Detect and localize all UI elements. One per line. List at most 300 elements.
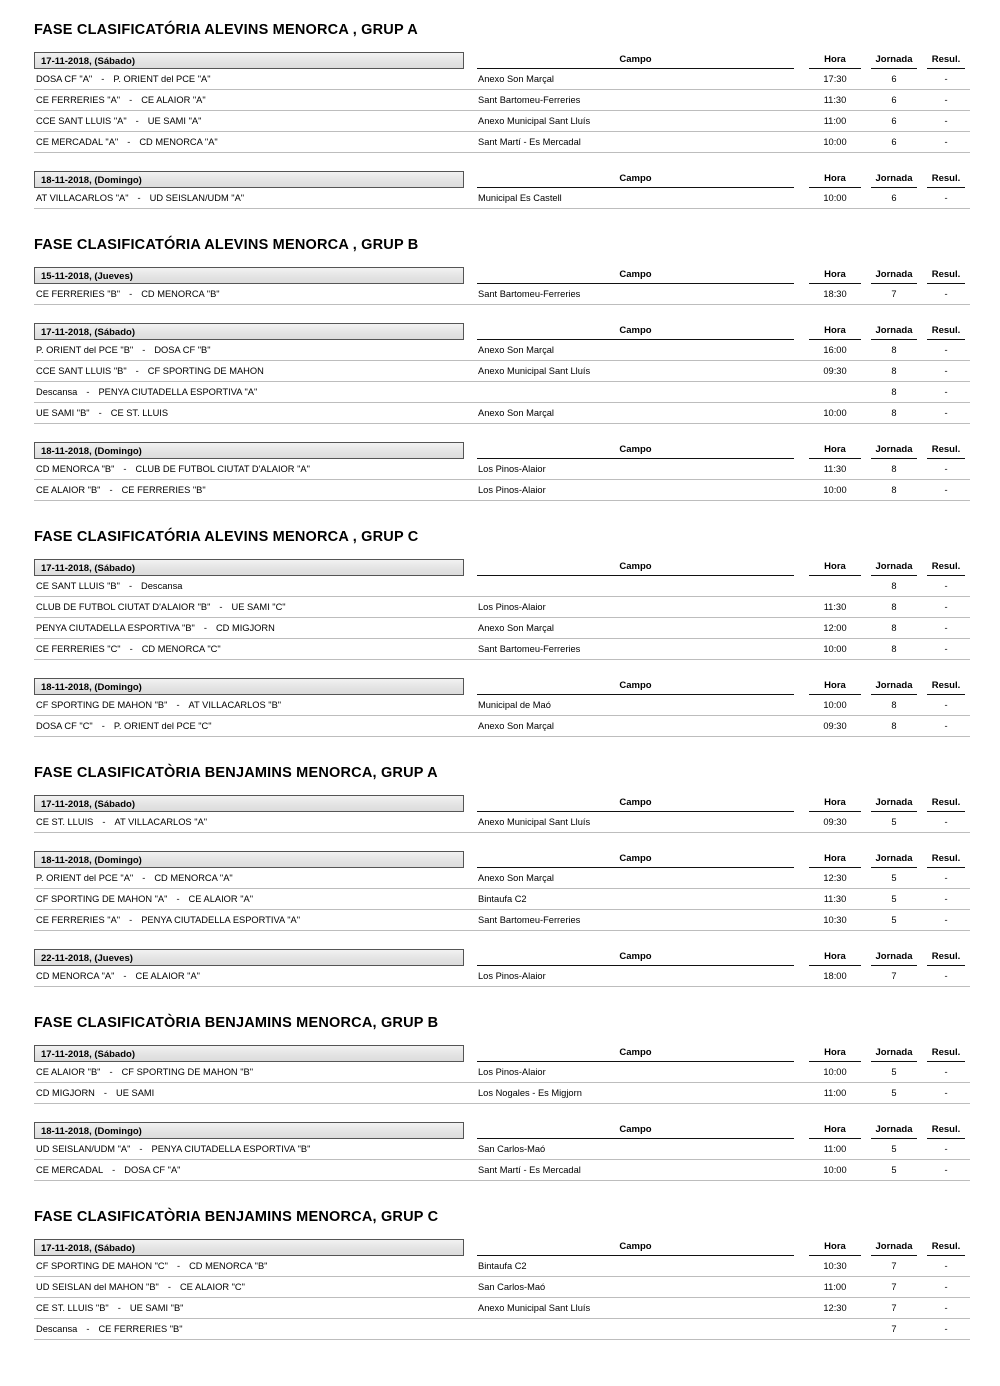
time-cell: 10:00 <box>804 480 866 501</box>
column-header-jornada: Jornada <box>871 852 917 868</box>
hora-header-cell <box>804 559 866 576</box>
column-header-resul: Resul. <box>927 560 965 576</box>
venue-cell <box>472 576 804 597</box>
table-row <box>34 188 970 209</box>
result-cell: - <box>922 1298 970 1319</box>
versus-separator: - <box>129 644 133 654</box>
time-cell: 12:30 <box>804 1298 866 1319</box>
hora-header-cell <box>804 1045 866 1062</box>
home-team: CLUB DE FUTBOL CIUTAT D'ALAIOR "B" <box>36 602 211 612</box>
fixtures-table <box>34 171 970 209</box>
result-cell: - <box>922 340 970 361</box>
away-team: UD SEISLAN/UDM "A" <box>149 193 245 203</box>
campo-header-cell <box>472 442 804 459</box>
sections-container <box>34 22 970 1340</box>
match-cell <box>34 966 472 987</box>
matchday-cell: 5 <box>866 1062 922 1083</box>
home-team: UD SEISLAN del MAHON "B" <box>36 1282 159 1292</box>
table-header-row <box>34 678 970 695</box>
table-row <box>34 1319 970 1340</box>
day-block <box>34 678 970 737</box>
column-header-jornada: Jornada <box>871 443 917 459</box>
matchday-cell: 8 <box>866 403 922 424</box>
match-cell <box>34 1256 472 1277</box>
matchday-cell: 5 <box>866 868 922 889</box>
campo-header-cell <box>472 949 804 966</box>
column-header-jornada: Jornada <box>871 1240 917 1256</box>
jornada-header-cell <box>866 52 922 69</box>
matchday-cell: 8 <box>866 597 922 618</box>
table-row <box>34 403 970 424</box>
column-header-jornada: Jornada <box>871 172 917 188</box>
match-cell <box>34 812 472 833</box>
match-cell <box>34 69 472 90</box>
home-team: AT VILLACARLOS "A" <box>36 193 129 203</box>
hora-header-cell <box>804 851 866 868</box>
matchday-cell: 8 <box>866 639 922 660</box>
versus-separator: - <box>176 1261 181 1271</box>
result-cell: - <box>922 284 970 305</box>
time-cell: 11:00 <box>804 111 866 132</box>
versus-separator: - <box>129 289 133 299</box>
matchday-cell: 7 <box>866 1319 922 1340</box>
table-row <box>34 1298 970 1319</box>
match-cell <box>34 361 472 382</box>
result-cell: - <box>922 868 970 889</box>
column-header-hora: Hora <box>809 560 861 576</box>
date-header: 17-11-2018, (Sábado) <box>34 323 464 340</box>
table-row <box>34 576 970 597</box>
jornada-header-cell <box>866 442 922 459</box>
home-team: CF SPORTING DE MAHON "C" <box>36 1261 168 1271</box>
table-row <box>34 111 970 132</box>
column-header-hora: Hora <box>809 950 861 966</box>
date-header-cell <box>34 795 472 812</box>
column-header-campo: Campo <box>477 950 794 966</box>
fixtures-table <box>34 1045 970 1104</box>
resul-header-cell <box>922 267 970 284</box>
time-cell: 17:30 <box>804 69 866 90</box>
column-header-campo: Campo <box>477 1240 794 1256</box>
day-block <box>34 559 970 660</box>
time-cell: 11:00 <box>804 1139 866 1160</box>
campo-header-cell <box>472 851 804 868</box>
away-team: PENYA CIUTADELLA ESPORTIVA "A" <box>98 387 258 397</box>
versus-separator: - <box>129 915 133 925</box>
result-cell: - <box>922 597 970 618</box>
result-cell: - <box>922 459 970 480</box>
home-team: CD MENORCA "B" <box>36 464 115 474</box>
away-team: CE ALAIOR "A" <box>188 894 254 904</box>
jornada-header-cell <box>866 795 922 812</box>
time-cell: 10:00 <box>804 132 866 153</box>
matchday-cell: 7 <box>866 1298 922 1319</box>
matchday-cell: 6 <box>866 69 922 90</box>
time-cell: 10:00 <box>804 639 866 660</box>
matchday-cell: 6 <box>866 90 922 111</box>
venue-cell: Anexo Son Marçal <box>472 69 804 90</box>
fixtures-table <box>34 52 970 153</box>
match-cell <box>34 188 472 209</box>
column-header-campo: Campo <box>477 852 794 868</box>
away-team: CLUB DE FUTBOL CIUTAT D'ALAIOR "A" <box>135 464 310 474</box>
venue-cell: Bintaufa C2 <box>472 1256 804 1277</box>
matchday-cell: 8 <box>866 716 922 737</box>
away-team: DOSA CF "B" <box>154 345 211 355</box>
result-cell: - <box>922 576 970 597</box>
table-row <box>34 966 970 987</box>
time-cell: 18:30 <box>804 284 866 305</box>
match-cell <box>34 1083 472 1104</box>
match-cell <box>34 1298 472 1319</box>
match-cell <box>34 340 472 361</box>
versus-separator: - <box>135 366 139 376</box>
jornada-header-cell <box>866 851 922 868</box>
resul-header-cell <box>922 678 970 695</box>
fixtures-table <box>34 851 970 931</box>
result-cell: - <box>922 1277 970 1298</box>
venue-cell: Anexo Son Marçal <box>472 340 804 361</box>
time-cell <box>804 576 866 597</box>
result-cell: - <box>922 480 970 501</box>
competition-section <box>34 1005 970 1181</box>
versus-separator: - <box>86 387 90 397</box>
versus-separator: - <box>219 602 223 612</box>
match-cell <box>34 576 472 597</box>
competition-section <box>34 1199 970 1340</box>
column-header-resul: Resul. <box>927 950 965 966</box>
table-header-row <box>34 267 970 284</box>
column-header-hora: Hora <box>809 1046 861 1062</box>
table-header-row <box>34 1045 970 1062</box>
day-block <box>34 795 970 833</box>
column-header-campo: Campo <box>477 679 794 695</box>
table-row <box>34 716 970 737</box>
date-header-cell <box>34 171 472 188</box>
table-header-row <box>34 1239 970 1256</box>
section-title: FASE CLASIFICATÓRIA ALEVINS MENORCA , GRUP A <box>34 22 418 38</box>
versus-separator: - <box>98 408 102 418</box>
away-team: UE SAMI "B" <box>129 1303 184 1313</box>
time-cell: 11:00 <box>804 1083 866 1104</box>
date-header: 17-11-2018, (Sábado) <box>34 559 464 576</box>
versus-separator: - <box>112 1165 116 1175</box>
date-header: 22-11-2018, (Jueves) <box>34 949 464 966</box>
column-header-resul: Resul. <box>927 172 965 188</box>
competition-section <box>34 22 970 209</box>
match-cell <box>34 889 472 910</box>
venue-cell: Sant Bartomeu-Ferreries <box>472 639 804 660</box>
matchday-cell: 8 <box>866 361 922 382</box>
campo-header-cell <box>472 559 804 576</box>
campo-header-cell <box>472 795 804 812</box>
campo-header-cell <box>472 267 804 284</box>
match-cell <box>34 1277 472 1298</box>
column-header-jornada: Jornada <box>871 1123 917 1139</box>
home-team: CCE SANT LLUIS "A" <box>36 116 127 126</box>
venue-cell: Sant Bartomeu-Ferreries <box>472 284 804 305</box>
table-row <box>34 132 970 153</box>
date-header-cell <box>34 949 472 966</box>
section-title: FASE CLASIFICATÓRIA ALEVINS MENORCA , GRUP B <box>34 237 419 253</box>
date-header: 18-11-2018, (Domingo) <box>34 1122 464 1139</box>
column-header-hora: Hora <box>809 796 861 812</box>
column-header-hora: Hora <box>809 268 861 284</box>
versus-separator: - <box>127 137 131 147</box>
column-header-campo: Campo <box>477 796 794 812</box>
match-cell <box>34 382 472 403</box>
day-block <box>34 52 970 153</box>
versus-separator: - <box>176 894 180 904</box>
matchday-cell: 5 <box>866 1139 922 1160</box>
match-cell <box>34 111 472 132</box>
venue-cell: Anexo Son Marçal <box>472 618 804 639</box>
away-team: PENYA CIUTADELLA ESPORTIVA "B" <box>151 1144 311 1154</box>
day-block <box>34 949 970 987</box>
resul-header-cell <box>922 442 970 459</box>
column-header-hora: Hora <box>809 324 861 340</box>
hora-header-cell <box>804 1122 866 1139</box>
away-team: CE ST. LLUIS <box>110 408 169 418</box>
away-team: UE SAMI "A" <box>147 116 202 126</box>
versus-separator: - <box>86 1324 90 1334</box>
home-team: CE SANT LLUIS "B" <box>36 581 120 591</box>
table-row <box>34 284 970 305</box>
day-block <box>34 323 970 424</box>
home-team: CE MERCADAL <box>36 1165 104 1175</box>
time-cell: 10:00 <box>804 1160 866 1181</box>
result-cell: - <box>922 695 970 716</box>
time-cell <box>804 1319 866 1340</box>
fixtures-table <box>34 949 970 987</box>
campo-header-cell <box>472 678 804 695</box>
table-header-row <box>34 171 970 188</box>
column-header-hora: Hora <box>809 53 861 69</box>
date-header: 15-11-2018, (Jueves) <box>34 267 464 284</box>
section-title: FASE CLASIFICATÒRIA BENJAMINS MENORCA, GRUP A <box>34 765 438 781</box>
match-cell <box>34 716 472 737</box>
table-row <box>34 1160 970 1181</box>
versus-separator: - <box>103 1088 107 1098</box>
jornada-header-cell <box>866 678 922 695</box>
time-cell: 11:30 <box>804 889 866 910</box>
column-header-hora: Hora <box>809 852 861 868</box>
venue-cell: Sant Bartomeu-Ferreries <box>472 910 804 931</box>
campo-header-cell <box>472 171 804 188</box>
venue-cell: Anexo Municipal Sant Lluís <box>472 361 804 382</box>
result-cell: - <box>922 1083 970 1104</box>
result-cell: - <box>922 1256 970 1277</box>
campo-header-cell <box>472 1045 804 1062</box>
column-header-campo: Campo <box>477 1123 794 1139</box>
column-header-hora: Hora <box>809 172 861 188</box>
match-cell <box>34 1319 472 1340</box>
column-header-hora: Hora <box>809 1123 861 1139</box>
column-header-campo: Campo <box>477 268 794 284</box>
result-cell: - <box>922 812 970 833</box>
match-cell <box>34 868 472 889</box>
date-header-cell <box>34 1122 472 1139</box>
column-header-jornada: Jornada <box>871 1046 917 1062</box>
matchday-cell: 7 <box>866 1277 922 1298</box>
result-cell: - <box>922 90 970 111</box>
matchday-cell: 5 <box>866 889 922 910</box>
column-header-resul: Resul. <box>927 1123 965 1139</box>
match-cell <box>34 695 472 716</box>
result-cell: - <box>922 1319 970 1340</box>
fixtures-table <box>34 678 970 737</box>
venue-cell: Sant Martí - Es Mercadal <box>472 1160 804 1181</box>
column-header-jornada: Jornada <box>871 950 917 966</box>
table-row <box>34 1256 970 1277</box>
versus-separator: - <box>203 623 207 633</box>
result-cell: - <box>922 716 970 737</box>
match-cell <box>34 910 472 931</box>
home-team: DOSA CF "C" <box>36 721 93 731</box>
away-team: CD MENORCA "B" <box>189 1261 268 1271</box>
column-header-hora: Hora <box>809 1240 861 1256</box>
column-header-jornada: Jornada <box>871 560 917 576</box>
table-header-row <box>34 442 970 459</box>
column-header-jornada: Jornada <box>871 324 917 340</box>
column-header-jornada: Jornada <box>871 53 917 69</box>
time-cell: 11:30 <box>804 597 866 618</box>
away-team: CE FERRERIES "B" <box>121 485 206 495</box>
date-header: 18-11-2018, (Domingo) <box>34 442 464 459</box>
campo-header-cell <box>472 323 804 340</box>
column-header-campo: Campo <box>477 443 794 459</box>
result-cell: - <box>922 618 970 639</box>
venue-cell: Municipal Es Castell <box>472 188 804 209</box>
date-header: 17-11-2018, (Sábado) <box>34 1239 464 1256</box>
column-header-hora: Hora <box>809 679 861 695</box>
home-team: CE FERRERIES "A" <box>36 915 121 925</box>
venue-cell: Anexo Son Marçal <box>472 403 804 424</box>
matchday-cell: 6 <box>866 132 922 153</box>
result-cell: - <box>922 132 970 153</box>
table-row <box>34 459 970 480</box>
date-header-cell <box>34 267 472 284</box>
resul-header-cell <box>922 851 970 868</box>
day-block <box>34 1122 970 1181</box>
away-team: CD MENORCA "A" <box>154 873 233 883</box>
column-header-resul: Resul. <box>927 324 965 340</box>
day-block <box>34 171 970 209</box>
versus-separator: - <box>102 817 106 827</box>
time-cell: 09:30 <box>804 716 866 737</box>
away-team: P. ORIENT del PCE "C" <box>113 721 212 731</box>
away-team: CE FERRERIES "B" <box>98 1324 183 1334</box>
fixtures-table <box>34 795 970 833</box>
versus-separator: - <box>137 193 141 203</box>
jornada-header-cell <box>866 949 922 966</box>
column-header-hora: Hora <box>809 443 861 459</box>
match-cell <box>34 1139 472 1160</box>
hora-header-cell <box>804 1239 866 1256</box>
fixtures-table <box>34 1239 970 1340</box>
time-cell: 12:30 <box>804 868 866 889</box>
versus-separator: - <box>142 345 146 355</box>
date-header: 18-11-2018, (Domingo) <box>34 171 464 188</box>
campo-header-cell <box>472 52 804 69</box>
column-header-jornada: Jornada <box>871 796 917 812</box>
column-header-campo: Campo <box>477 324 794 340</box>
away-team: DOSA CF "A" <box>124 1165 181 1175</box>
away-team: CD MIGJORN <box>215 623 275 633</box>
column-header-resul: Resul. <box>927 443 965 459</box>
versus-separator: - <box>123 971 127 981</box>
date-header: 17-11-2018, (Sábado) <box>34 52 464 69</box>
date-header-cell <box>34 559 472 576</box>
hora-header-cell <box>804 267 866 284</box>
table-row <box>34 868 970 889</box>
venue-cell: Los Pinos-Alaior <box>472 597 804 618</box>
time-cell: 10:00 <box>804 1062 866 1083</box>
away-team: P. ORIENT del PCE "A" <box>113 74 211 84</box>
versus-separator: - <box>135 116 139 126</box>
matchday-cell: 8 <box>866 340 922 361</box>
table-row <box>34 90 970 111</box>
result-cell: - <box>922 403 970 424</box>
column-header-resul: Resul. <box>927 1240 965 1256</box>
home-team: CF SPORTING DE MAHON "B" <box>36 700 168 710</box>
resul-header-cell <box>922 1239 970 1256</box>
resul-header-cell <box>922 52 970 69</box>
date-header-cell <box>34 323 472 340</box>
matchday-cell: 6 <box>866 111 922 132</box>
matchday-cell: 5 <box>866 1160 922 1181</box>
matchday-cell: 7 <box>866 284 922 305</box>
matchday-cell: 8 <box>866 382 922 403</box>
versus-separator: - <box>176 700 180 710</box>
venue-cell: Anexo Son Marçal <box>472 716 804 737</box>
time-cell: 09:30 <box>804 812 866 833</box>
date-header-cell <box>34 52 472 69</box>
time-cell: 10:00 <box>804 188 866 209</box>
day-block <box>34 851 970 931</box>
day-block <box>34 442 970 501</box>
campo-header-cell <box>472 1122 804 1139</box>
matchday-cell: 6 <box>866 188 922 209</box>
time-cell: 09:30 <box>804 361 866 382</box>
hora-header-cell <box>804 678 866 695</box>
table-row <box>34 910 970 931</box>
venue-cell: Los Pinos-Alaior <box>472 966 804 987</box>
table-row <box>34 695 970 716</box>
competition-section <box>34 227 970 501</box>
away-team: UE SAMI <box>116 1088 155 1098</box>
versus-separator: - <box>109 485 113 495</box>
away-team: CD MENORCA "A" <box>139 137 218 147</box>
jornada-header-cell <box>866 1045 922 1062</box>
date-header: 17-11-2018, (Sábado) <box>34 1045 464 1062</box>
venue-cell: Bintaufa C2 <box>472 889 804 910</box>
hora-header-cell <box>804 795 866 812</box>
result-cell: - <box>922 889 970 910</box>
resul-header-cell <box>922 795 970 812</box>
away-team: CD MENORCA "C" <box>141 644 221 654</box>
away-team: AT VILLACARLOS "A" <box>114 817 208 827</box>
home-team: P. ORIENT del PCE "B" <box>36 345 134 355</box>
result-cell: - <box>922 1160 970 1181</box>
resul-header-cell <box>922 1122 970 1139</box>
resul-header-cell <box>922 171 970 188</box>
column-header-resul: Resul. <box>927 679 965 695</box>
table-row <box>34 1083 970 1104</box>
column-header-campo: Campo <box>477 172 794 188</box>
jornada-header-cell <box>866 1122 922 1139</box>
jornada-header-cell <box>866 267 922 284</box>
